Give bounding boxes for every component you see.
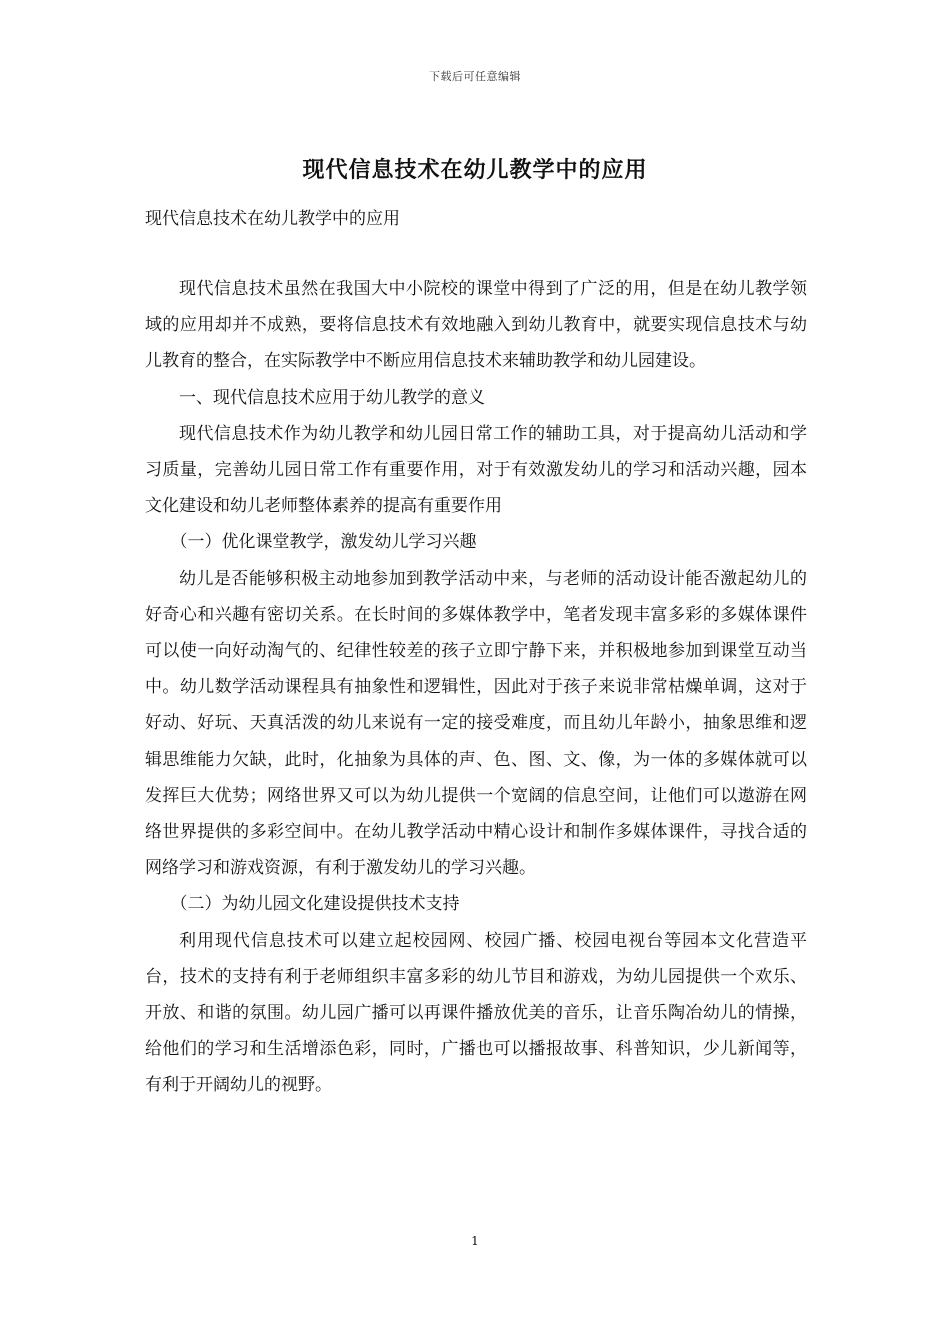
document-subtitle: 现代信息技术在幼儿教学中的应用 [145, 209, 400, 229]
document-body [145, 271, 807, 1104]
subsection-heading-2: （二）为幼儿园文化建设提供技术支持 [170, 894, 460, 915]
subsection-1-paragraph: 幼儿是否能够积极主动地参加到教学活动中来，与老师的活动设计能否激起幼儿的好奇心和兴趣有密切关系。在长时间的多媒体教学中，笔者发现丰富多彩的多媒体课件可以使一向好动淘气的、纪律性较差的孩子立即宁静下来，并积极地参加到课堂互动当中。幼儿数学活动课程具有抽象性和逻辑性，因此对于孩子来说非常枯燥单调，这对于好动、好玩、天真活泼的幼儿来说有一定的接受难度，而且幼儿年龄小，抽象思维和逻辑思维能力欠缺，此时，化抽象为具体的声、色、图、文、像，为一体的多媒体就可以发挥巨大优势；网络世界又可以为幼儿提供一个宽阔的信息空间，让他们可以遨游在网络世界提供的多彩空间中。在幼儿教学活动中精心设计和制作多媒体课件，寻找合适的网络学习和游戏资源，有利于激发幼儿的学习兴趣。 [145, 568, 807, 879]
document-title: 现代信息技术在幼儿教学中的应用 [302, 157, 648, 183]
header-note: 下载后可任意编辑 [429, 70, 521, 83]
page-number: 1 [471, 1234, 479, 1248]
section-heading-1: 一、现代信息技术应用于幼儿教学的意义 [179, 387, 485, 408]
subsection-2-paragraph: 利用现代信息技术可以建立起校园网、校园广播、校园电视台等园本文化营造平台，技术的支持有利于老师组织丰富多彩的幼儿节目和游戏，为幼儿园提供一个欢乐、开放、和谐的氛围。幼儿园广播可以再课件播放优美的音乐，让音乐陶冶幼儿的情操，给他们的学习和生活增添色彩，同时，广播也可以播报故事、科普知识，少儿新闻等，有利于开阔幼儿的视野。 [145, 930, 807, 1096]
intro-paragraph: 现代信息技术虽然在我国大中小院校的课堂中得到了广泛的用，但是在幼儿教学领域的应用却并不成熟，要将信息技术有效地融入到幼儿教育中，就要实现信息技术与幼儿教育的整合，在实际教学中不断应用信息技术来辅助教学和幼儿园建设。 [145, 279, 807, 372]
section-1-paragraph: 现代信息技术作为幼儿教学和幼儿园日常工作的辅助工具，对于提高幼儿活动和学习质量，完善幼儿园日常工作有重要作用，对于有效激发幼儿的学习和活动兴趣，园本文化建设和幼儿老师整体素养的提高有重要作用 [145, 423, 807, 517]
subsection-heading-1: （一）优化课堂教学，激发幼儿学习兴趣 [170, 532, 477, 553]
